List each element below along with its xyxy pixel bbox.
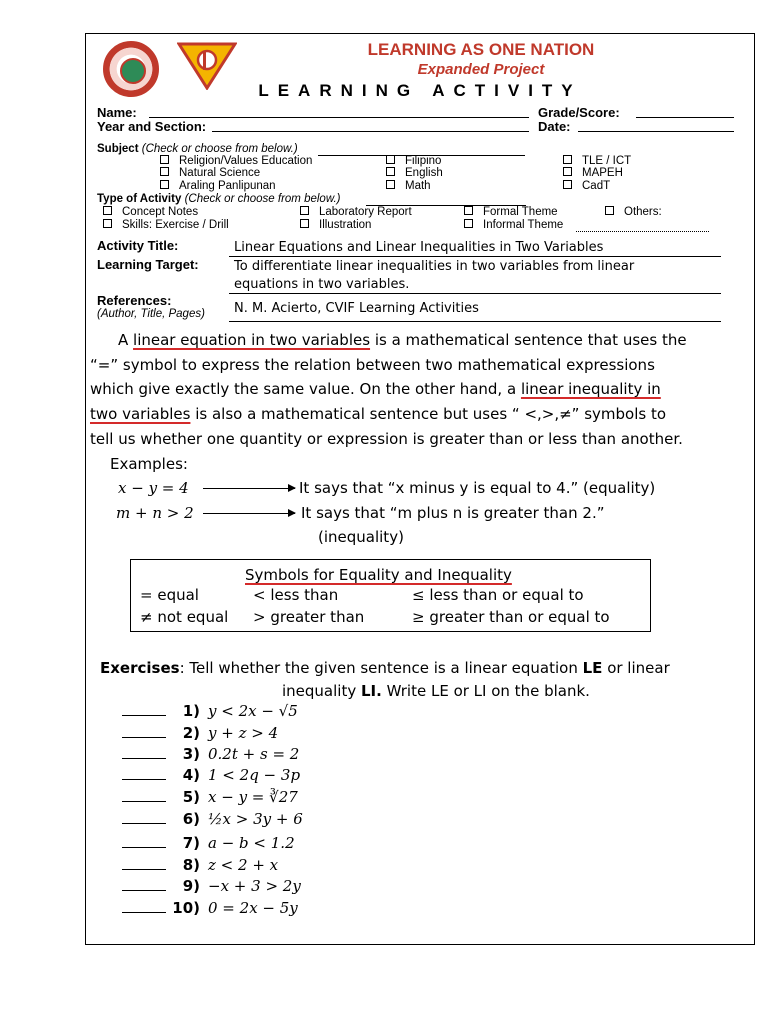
subject-filipino[interactable]: Filipino [386,155,441,167]
symbol-not-equal: ≠ not equal [140,608,229,626]
example-1-arrow [203,488,295,489]
exercise-1[interactable]: 1) y < 2x − √5 [122,702,298,720]
subject-mapeh[interactable]: MAPEH [563,167,623,179]
school-seal-logo [103,41,159,97]
example-2-arrow [203,513,295,514]
paragraph-line-5: tell us whether one quantity or expression is greater than or less than another. [90,430,683,448]
others-line[interactable] [576,231,709,232]
type-concept-notes[interactable]: Concept Notes [103,206,198,218]
learning-target-label: Learning Target: [97,257,199,272]
symbol-less-equal: ≤ less than or equal to [412,586,584,604]
name-label: Name: [97,105,137,120]
header-subtitle: Expanded Project [417,61,545,78]
activity-type-heading: Type of Activity (Check or choose from below.) [97,193,341,205]
subject-heading: Subject (Check or choose from below.) [97,143,298,155]
example-2-math: m + n > 2 [116,504,194,522]
symbol-equal: = equal [140,586,199,604]
paragraph-line-4: two variables is also a mathematical sentence but uses “ <,>,≠” symbols to [90,405,667,423]
name-field[interactable] [149,117,529,118]
references-line [229,321,721,322]
type-formal-theme[interactable]: Formal Theme [464,206,558,218]
date-field[interactable] [578,131,734,132]
learning-target-line2: equations in two variables. [234,277,410,292]
exercise-6[interactable]: 6) ½x > 3y + 6 [122,810,303,828]
subject-religion[interactable]: Religion/Values Education [160,155,312,167]
grade-label: Grade/Score: [538,105,620,120]
activity-title-line [229,256,721,257]
references-value: N. M. Acierto, CVIF Learning Activities [234,301,479,316]
activity-heading: LEARNING ACTIVITY [258,81,582,100]
subject-science[interactable]: Natural Science [160,167,260,179]
type-others[interactable]: Others: [605,206,662,218]
example-2-text-2: (inequality) [318,528,404,546]
activity-title-value: Linear Equations and Linear Inequalities in Two Variables [234,240,604,255]
type-lab-report[interactable]: Laboratory Report [300,206,412,218]
paragraph-line-1: A linear equation in two variables is a mathematical sentence that uses the [118,331,687,349]
year-field[interactable] [212,131,529,132]
symbols-title: Symbols for Equality and Inequality [245,566,512,584]
exercise-9[interactable]: 9) −x + 3 > 2y [122,877,301,895]
subject-math[interactable]: Math [386,180,431,192]
exercises-instruction-1: Exercises: Tell whether the given sentence is a linear equation LE or linear [100,659,670,677]
subject-english[interactable]: English [386,167,443,179]
header-title: LEARNING AS ONE NATION [367,40,595,59]
paragraph-line-2: “=” symbol to express the relation between two mathematical expressions [90,356,655,374]
examples-label: Examples: [110,455,188,473]
exercise-7[interactable]: 7) a − b < 1.2 [122,834,295,852]
exercise-3[interactable]: 3) 0.2t + s = 2 [122,745,299,763]
example-1-math: x − y = 4 [118,479,189,497]
exercise-8[interactable]: 8) z < 2 + x [122,856,278,874]
type-informal-theme[interactable]: Informal Theme [464,219,563,231]
exercise-5[interactable]: 5) x − y = ∛27 [122,788,298,806]
example-1-text: It says that “x minus y is equal to 4.” (equality) [299,479,656,497]
year-label: Year and Section: [97,119,207,134]
exercises-instruction-2: inequality LI. Write LE or LI on the blank. [282,682,590,700]
references-label: References: [97,293,172,308]
subject-araling[interactable]: Araling Panlipunan [160,180,276,192]
type-illustration[interactable]: Illustration [300,219,371,231]
subject-cadt[interactable]: CadT [563,180,610,192]
subject-tle[interactable]: TLE / ICT [563,155,631,167]
type-skills[interactable]: Skills: Exercise / Drill [103,219,229,231]
activity-title-label: Activity Title: [97,238,179,253]
paragraph-line-3: which give exactly the same value. On the other hand, a linear inequality in [90,380,661,398]
exercise-2[interactable]: 2) y + z > 4 [122,724,278,742]
example-2-text: It says that “m plus n is greater than 2.” [301,504,605,522]
learning-target-line1: To differentiate linear inequalities in two variables from linear [234,259,635,274]
learning-target-line [229,293,721,294]
references-hint: (Author, Title, Pages) [97,308,205,320]
exercise-10[interactable]: 10) 0 = 2x − 5y [122,899,298,917]
symbol-less-than: < less than [253,586,339,604]
symbol-greater-equal: ≥ greater than or equal to [412,608,610,626]
symbol-greater-than: > greater than [253,608,365,626]
date-label: Date: [538,119,571,134]
grade-field[interactable] [636,117,734,118]
exercise-4[interactable]: 4) 1 < 2q − 3p [122,766,300,784]
